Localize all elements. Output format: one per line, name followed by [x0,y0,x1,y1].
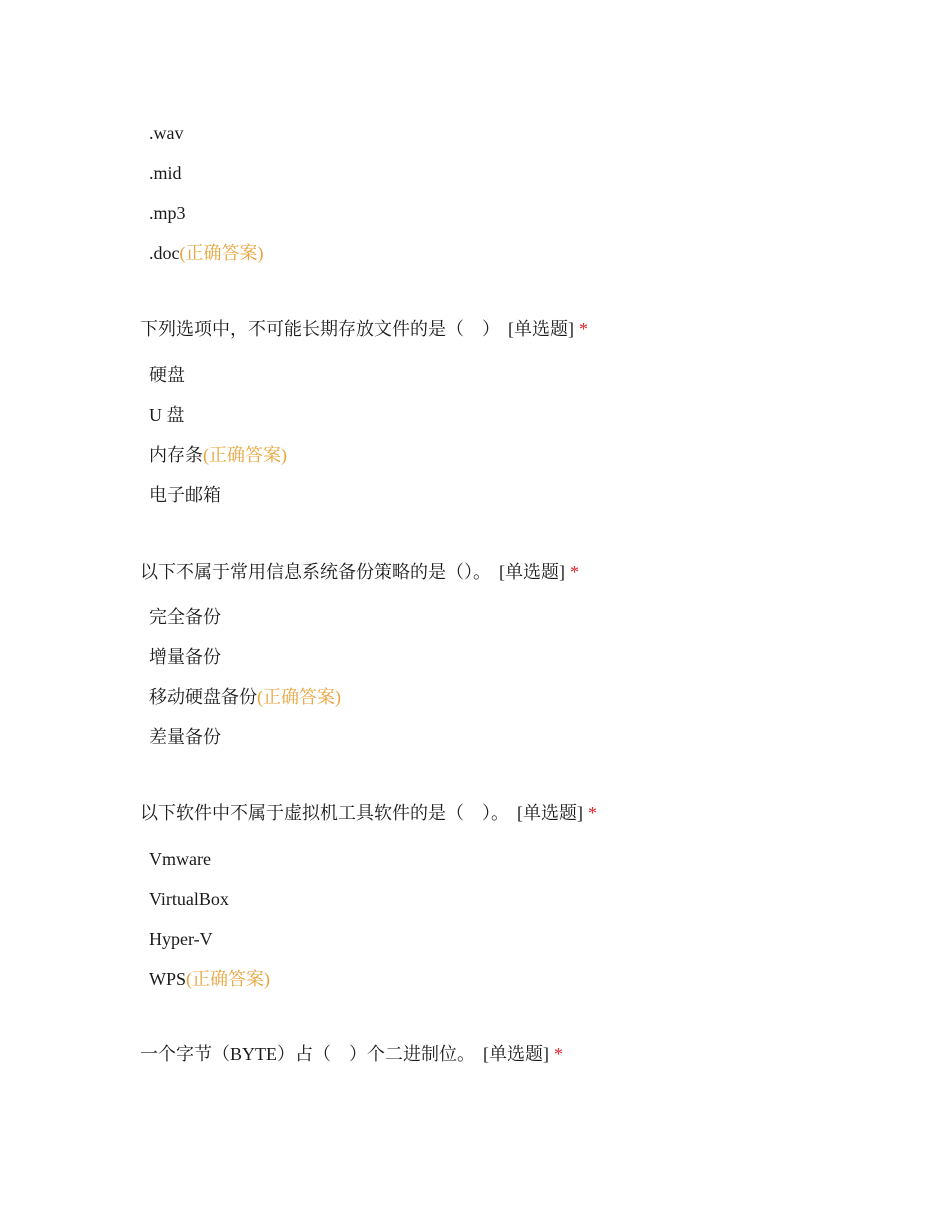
correct-answer-tag: (正确答案) [186,969,271,989]
question-text: 下列选项中，不可能长期存放文件的是（ ） [140,319,500,339]
question-text: 以下不属于常用信息系统备份策略的是（）。 [140,562,491,582]
option-item [149,847,211,871]
option-label: .doc [149,243,180,263]
option-label: 硬盘 [149,365,185,385]
option-item [149,605,221,629]
question-title [140,801,597,825]
correct-answer-tag: (正确答案) [179,243,264,263]
option-mp3 [149,201,186,225]
question-title [140,1042,563,1066]
option-label: 增量备份 [149,647,221,667]
question-type: [单选题] [483,1044,549,1064]
option-item [149,645,221,669]
option-item [149,443,287,467]
required-mark: * [570,562,579,582]
option-label: Vmware [149,849,211,869]
option-doc [149,241,264,265]
question-title [140,560,579,584]
option-label: VirtualBox [149,889,229,909]
option-item [149,483,221,507]
option-label: 内存条 [149,445,203,465]
required-mark: * [588,803,597,823]
option-item [149,363,185,387]
question-text: 以下软件中不属于虚拟机工具软件的是（ ）。 [140,803,509,823]
option-label: 差量备份 [149,727,221,747]
option-mid [149,161,182,185]
option-label: U 盘 [149,405,185,425]
option-label: Hyper-V [149,929,213,949]
option-item [149,725,221,749]
option-label: .mid [149,163,182,183]
question-title [140,317,588,341]
option-label: .wav [149,123,184,143]
option-label: 电子邮箱 [149,485,221,505]
option-label: 完全备份 [149,607,221,627]
question-type: [单选题] [508,319,574,339]
option-label: 移动硬盘备份 [149,687,257,707]
question-type: [单选题] [517,803,583,823]
correct-answer-tag: (正确答案) [203,445,287,465]
correct-answer-tag: (正确答案) [257,687,341,707]
question-text: 一个字节（BYTE）占（ ）个二进制位。 [140,1044,475,1064]
required-mark: * [554,1044,563,1064]
option-item [149,887,229,911]
option-item [149,403,185,427]
option-item [149,927,213,951]
option-wav [149,121,184,145]
required-mark: * [579,319,588,339]
question-type: [单选题] [499,562,565,582]
option-label: WPS [149,969,187,989]
option-item [149,685,341,709]
option-label: .mp3 [149,203,186,223]
option-item [149,967,270,991]
